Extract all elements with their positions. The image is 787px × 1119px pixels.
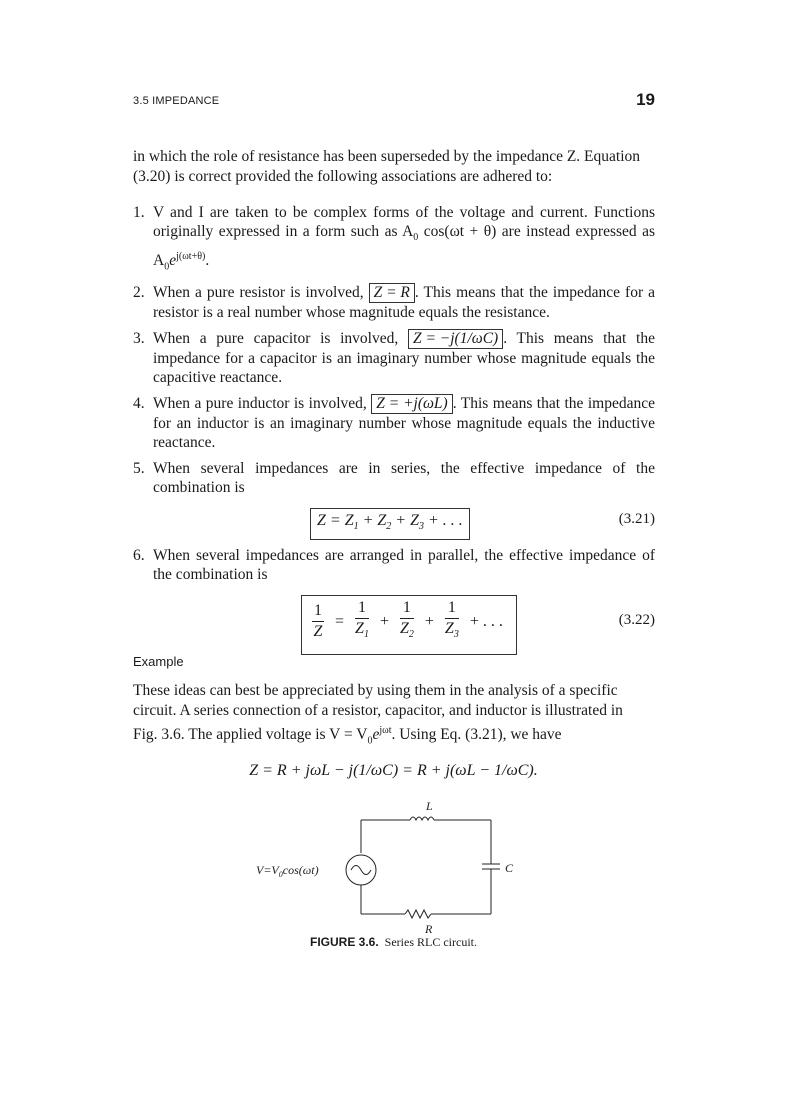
item-text: . This means that the impedance for a capacitor is an imaginary number whose magnitude equals the capacitive reactance. [153, 330, 655, 387]
list-item [133, 283, 655, 322]
figure-label: FIGURE 3.6. [309, 935, 379, 949]
item-text: When several impedances are in series, the effective impedance of the combination is [153, 460, 655, 497]
ac-source-wave [351, 866, 371, 875]
equation-3-22 [133, 591, 655, 657]
source-label: $V=V_0\cos(\omega t)$ [256, 863, 319, 879]
impedance-equation: Z = R + jωL − j(1/ωC) = R + j(ωL − 1/ωC). [249, 762, 538, 779]
section-title: 3.5 IMPEDANCE [133, 95, 220, 107]
item-text: When several impedances are arranged in parallel, the effective impedance of the combination is [153, 547, 655, 584]
item-text: . This means that the impedance for an inductor is an imaginary number whose magnitude equals the inductive reactance. [153, 395, 656, 452]
associations-list [133, 203, 655, 661]
item-text: e [169, 252, 177, 270]
label-L: L [426, 800, 433, 813]
intro-line-1: in which the role of resistance has been superseded by the impedance Z. Equation [133, 148, 641, 165]
list-item [133, 329, 655, 387]
item-text: When a pure resistor is involved, [153, 284, 364, 302]
list-item [133, 394, 655, 452]
item-number: 5. [133, 460, 145, 478]
item-text: cos(ωt + θ) are instead expressed as A [153, 223, 656, 270]
item-number: 4. [133, 395, 145, 413]
boxed-formula: Z = R [369, 283, 415, 303]
boxed-formula: Z = +j(ωL) [371, 394, 452, 414]
label-R: R [425, 922, 433, 936]
equation-number: (3.22) [618, 612, 655, 629]
list-item: 1. V and I are taken to be complex forms of the voltage and current. Functions originally expressed in a form such as $A_0$ cos(ωt + θ) are instead expressed as $A_0e^{j(\omega t+\theta)}$. [133, 204, 656, 273]
boxed-formula: Z = −j(1/ωC) [408, 329, 503, 349]
item-number: 6. [133, 547, 145, 565]
boxed-equation: $\frac{1}{Z}$ = $\frac{1}{Z_1}$ + $\frac{1}{Z_2}$ + $\frac{1}{Z_3}$ + . . . [301, 595, 517, 655]
item-exponent: j(ωt+θ) [176, 251, 206, 263]
figure-caption [0, 935, 787, 950]
item-text: . [205, 252, 210, 270]
intro-paragraph [133, 147, 655, 187]
rlc-circuit-diagram [0, 800, 787, 940]
equation-number: (3.21) [618, 511, 655, 528]
resistor-zigzag [405, 910, 431, 918]
list-item [133, 546, 655, 584]
intro-line-2: (3.20) is correct provided the following associations are adhered to: [133, 168, 553, 185]
figure-caption-text: Series RLC circuit. [384, 935, 477, 949]
item-text: . This means that the impedance for a resistor is a real number whose magnitude equals the resistance. [153, 284, 656, 322]
example-paragraph [133, 681, 655, 751]
label-C: C [505, 861, 514, 875]
item-text: V and I are taken to be complex forms of the voltage and current. Functions originally expressed in a form such as A [153, 204, 655, 240]
equation-3-21 [133, 504, 655, 538]
example-line: Fig. 3.6. The applied voltage is $V = V_0e^{j\omega t}$. Using Eq. (3.21), we have [133, 725, 562, 747]
item-number: 1. [133, 204, 145, 221]
inductor-coil [410, 817, 434, 820]
example-line: These ideas can best be appreciated by using them in the analysis of a specific [133, 682, 618, 699]
page-number: 19 [636, 90, 655, 109]
example-heading: Example [133, 654, 184, 669]
boxed-equation: $Z = Z_1 + Z_2 + Z_3$ + . . . [310, 508, 470, 539]
item-text: When a pure inductor is involved, [153, 395, 367, 413]
item-number: 2. [133, 284, 145, 302]
example-line: circuit. A series connection of a resistor, capacitor, and inductor is illustrated in [133, 702, 623, 719]
list-item [133, 459, 655, 497]
item-number: 3. [133, 330, 145, 348]
item-text: When a pure capacitor is involved, [153, 330, 399, 348]
